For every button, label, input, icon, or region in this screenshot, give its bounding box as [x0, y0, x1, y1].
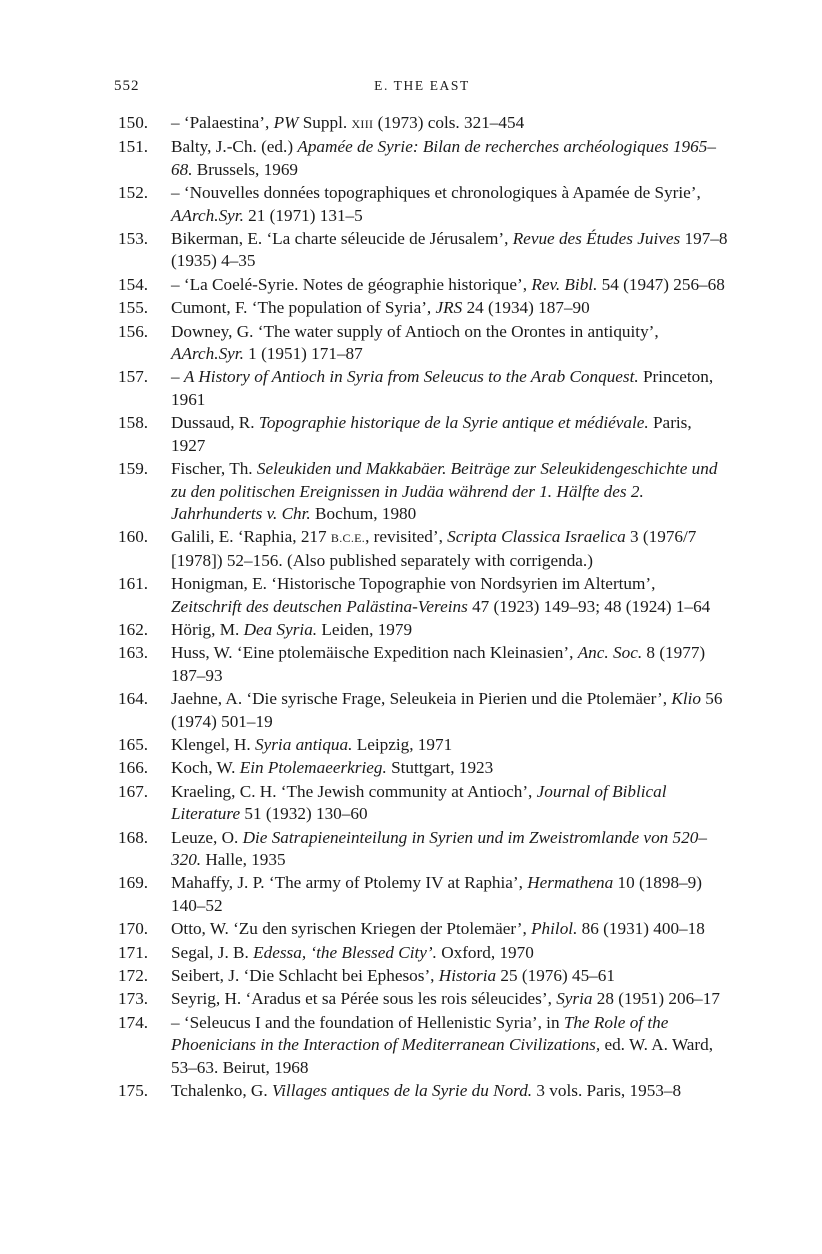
bibliography-entry	[118, 918, 730, 940]
bibliography-entry	[118, 458, 730, 525]
entry-text: Brussels, 1969	[192, 159, 299, 179]
bibliography-entry	[118, 827, 730, 872]
bibliography-entry	[118, 321, 730, 366]
entry-number: 166.	[118, 758, 149, 778]
running-head: E. THE EAST	[374, 78, 470, 93]
entry-text: 47 (1923) 149–93; 48 (1924) 1–64	[467, 596, 711, 616]
entry-text: Honigman, E. ‘Historische Topographie von Nordsyrien im Altertum’,	[171, 574, 656, 594]
entry-text: Dussaud, R.	[171, 413, 259, 433]
entry-text: – ‘Palaestina’,	[171, 113, 274, 132]
entry-text: Paris, 1927	[171, 413, 692, 455]
bibliography-entry	[118, 872, 730, 917]
entry-number: 173.	[118, 989, 149, 1009]
entry-text: B.C.E.	[330, 531, 366, 546]
bibliography-entry	[118, 988, 730, 1010]
bibliography-entry	[118, 688, 730, 733]
entry-text: ed. W. A. Ward, 53–63. Beirut, 1968	[171, 1035, 714, 1077]
entry-text: 3 vols. Paris, 1953–8	[532, 1081, 682, 1101]
entry-text: 8 (1977) 187–93	[171, 643, 706, 685]
bibliography-entry	[118, 526, 730, 572]
bibliography-entry	[118, 619, 730, 641]
entry-title-text: Rev. Bibl.	[531, 274, 598, 294]
entry-text: 197–8 (1935) 4–35	[171, 229, 728, 271]
entry-text: XIII	[351, 117, 374, 131]
entry-text: Klengel, H.	[171, 734, 256, 754]
entry-text: Huss, W. ‘Eine ptolemäische Expedition nach Kleinasien’,	[171, 643, 578, 663]
entry-title-text: Philol.	[531, 919, 578, 939]
entry-text: Kraeling, C. H. ‘The Jewish community at Antioch’,	[171, 781, 537, 801]
entry-number: 153.	[118, 229, 149, 249]
entry-number: 162.	[118, 619, 149, 639]
entry-text: , revisited’,	[365, 527, 448, 547]
entry-number: 170.	[118, 919, 149, 939]
entry-title-text: Villages antiques de la Syrie du Nord.	[271, 1081, 533, 1101]
entry-number: 174.	[118, 1012, 149, 1032]
entry-number: 152.	[118, 183, 149, 203]
bibliography-entry	[118, 228, 730, 273]
page-number: 552	[114, 78, 140, 94]
bibliography-entry	[118, 965, 730, 987]
entry-text: Oxford, 1970	[436, 942, 534, 962]
entry-text: 25 (1976) 45–61	[496, 966, 615, 986]
entry-number: 167.	[118, 781, 149, 801]
bibliography-entry	[118, 412, 730, 457]
entry-text: Princeton, 1961	[171, 367, 714, 409]
entry-text: Mahaffy, J. P. ‘The army of Ptolemy IV at Raphia’,	[171, 873, 528, 893]
bibliography-entry	[118, 297, 730, 319]
entry-text: –	[171, 367, 184, 387]
bibliography-entry	[118, 182, 730, 227]
bibliography-entry	[118, 274, 730, 296]
bibliography-entry	[118, 366, 730, 411]
entry-text: Seibert, J. ‘Die Schlacht bei Ephesos’,	[171, 966, 439, 986]
entry-text: 28 (1951) 206–17	[592, 989, 720, 1009]
entry-text: Galili, E. ‘Raphia, 217	[171, 527, 331, 547]
bibliography-list	[118, 112, 730, 1103]
entry-title-text: Topographie historique de la Syrie antique et médiévale.	[258, 413, 649, 433]
bibliography-entry	[118, 734, 730, 756]
entry-title-text: Hermathena	[527, 873, 614, 893]
entry-text: Bikerman, E. ‘La charte séleucide de Jérusalem’,	[171, 229, 513, 249]
entry-text: – ‘La Coelé-Syrie. Notes de géographie historique’,	[171, 274, 532, 294]
bibliography-entry	[118, 1012, 730, 1079]
entry-title-text: Seleukiden und Makkabäer. Beiträge zur Seleukidengeschichte und zu den politischen Ereignissen in Judäa während der 1. Hälfte des 2. Jahrhunderts v. Chr.	[171, 459, 718, 523]
entry-title-text: Journal of Biblical Literature	[171, 781, 667, 824]
entry-number: 157.	[118, 367, 149, 387]
entry-number: 168.	[118, 827, 149, 847]
entry-text: Halle, 1935	[201, 850, 286, 869]
entry-text: Stuttgart, 1923	[386, 758, 494, 778]
entry-title-text: Dea Syria.	[243, 619, 318, 639]
page-header	[114, 78, 730, 100]
entry-title-text: The Role of the Phoenicians in the Interaction of Mediterranean Civilizations,	[171, 1012, 669, 1055]
entry-text: 51 (1932) 130–60	[240, 804, 368, 824]
entry-title-text: PW	[273, 113, 299, 132]
entry-title-text: Edessa, ‘the Blessed City’.	[253, 942, 437, 962]
entry-title-text: Anc. Soc.	[577, 643, 643, 663]
bibliography-entry	[118, 642, 730, 687]
entry-text: 24 (1934) 187–90	[462, 298, 590, 318]
entry-number: 169.	[118, 873, 149, 893]
entry-text: 56 (1974) 501–19	[171, 689, 723, 731]
entry-number: 150.	[118, 113, 149, 132]
entry-text: Segal, J. B.	[171, 942, 254, 962]
bibliography-entry	[118, 757, 730, 779]
entry-text: Leiden, 1979	[317, 619, 413, 639]
entry-title-text: Ein Ptolemaeerkrieg.	[239, 758, 387, 778]
entry-number: 156.	[118, 321, 149, 341]
entry-number: 155.	[118, 298, 149, 318]
bibliography-entry	[118, 781, 730, 826]
entry-text: – ‘Seleucus I and the foundation of Hellenistic Syria’, in	[171, 1012, 564, 1032]
bibliography-entry	[118, 942, 730, 964]
entry-text: Bochum, 1980	[310, 503, 417, 523]
entry-title-text: Die Satrapieneinteilung in Syrien und im Zweistromlande von 520–320.	[171, 827, 707, 869]
entry-text: 86 (1931) 400–18	[577, 919, 705, 939]
entry-title-text: Syria antiqua.	[255, 734, 353, 754]
entry-text: Cumont, F. ‘The population of Syria’,	[171, 298, 436, 318]
entry-text: Seyrig, H. ‘Aradus et sa Pérée sous les rois séleucides’,	[171, 989, 557, 1009]
bibliography-entry	[118, 573, 730, 618]
entry-title-text: Revue des Études Juives	[512, 229, 681, 249]
entry-number: 175.	[118, 1081, 149, 1101]
entry-text: Suppl.	[298, 113, 352, 132]
entry-text: 1 (1951) 171–87	[243, 344, 363, 364]
entry-text: (1973) cols. 321–454	[373, 113, 525, 132]
bibliography-entry	[118, 112, 730, 135]
entry-text: Koch, W.	[171, 758, 240, 778]
entry-title-text: Syria	[556, 989, 593, 1009]
entry-text: 10 (1898–9) 140–52	[171, 873, 702, 915]
entry-text: Otto, W. ‘Zu den syrischen Kriegen der Ptolemäer’,	[171, 919, 532, 939]
entry-text: Leuze, O.	[171, 827, 243, 847]
entry-title-text: Zeitschrift des deutschen Palästina-Vereins	[171, 596, 468, 616]
entry-text: Tchalenko, G.	[171, 1081, 272, 1101]
entry-number: 159.	[118, 459, 149, 479]
entry-text: 21 (1971) 131–5	[243, 205, 363, 225]
entry-number: 171.	[118, 942, 149, 962]
entry-text: – ‘Nouvelles données topographiques et chronologiques à Apamée de Syrie’,	[171, 183, 701, 203]
entry-number: 161.	[118, 574, 149, 594]
entry-number: 165.	[118, 734, 149, 754]
entry-title-text: Scripta Classica Israelica	[447, 527, 626, 547]
entry-number: 160.	[118, 527, 149, 547]
entry-text: Hörig, M.	[171, 619, 244, 639]
entry-number: 163.	[118, 643, 149, 663]
entry-text: Jaehne, A. ‘Die syrische Frage, Seleukeia in Pierien und die Ptolemäer’,	[171, 689, 672, 709]
entry-text: 54 (1947) 256–68	[597, 274, 725, 294]
bibliography-entry	[118, 136, 730, 181]
entry-title-text: Apamée de Syrie: Bilan de recherches archéologiques 1965–68.	[171, 137, 716, 179]
entry-number: 164.	[118, 689, 149, 709]
entry-title-text: JRS	[435, 298, 463, 318]
entry-text: Leipzig, 1971	[352, 734, 453, 754]
entry-title-text: Klio	[671, 689, 701, 709]
entry-number: 158.	[118, 413, 149, 433]
entry-number: 172.	[118, 966, 149, 986]
entry-text: Balty, J.-Ch. (ed.)	[171, 137, 298, 157]
entry-title-text: AArch.Syr.	[171, 344, 244, 364]
entry-number: 151.	[118, 137, 149, 157]
bibliography-entry	[118, 1080, 730, 1102]
entry-text: 3 (1976/7 [1978]) 52–156. (Also published separately with corrigenda.)	[171, 527, 697, 570]
entry-title-text: A History of Antioch in Syria from Seleucus to the Arab Conquest.	[183, 367, 639, 387]
entry-text: Fischer, Th.	[171, 459, 257, 479]
entry-number: 154.	[118, 274, 149, 294]
entry-title-text: AArch.Syr.	[171, 205, 244, 225]
entry-title-text: Historia	[438, 966, 497, 986]
entry-text: Downey, G. ‘The water supply of Antioch on the Orontes in antiquity’,	[171, 321, 659, 341]
